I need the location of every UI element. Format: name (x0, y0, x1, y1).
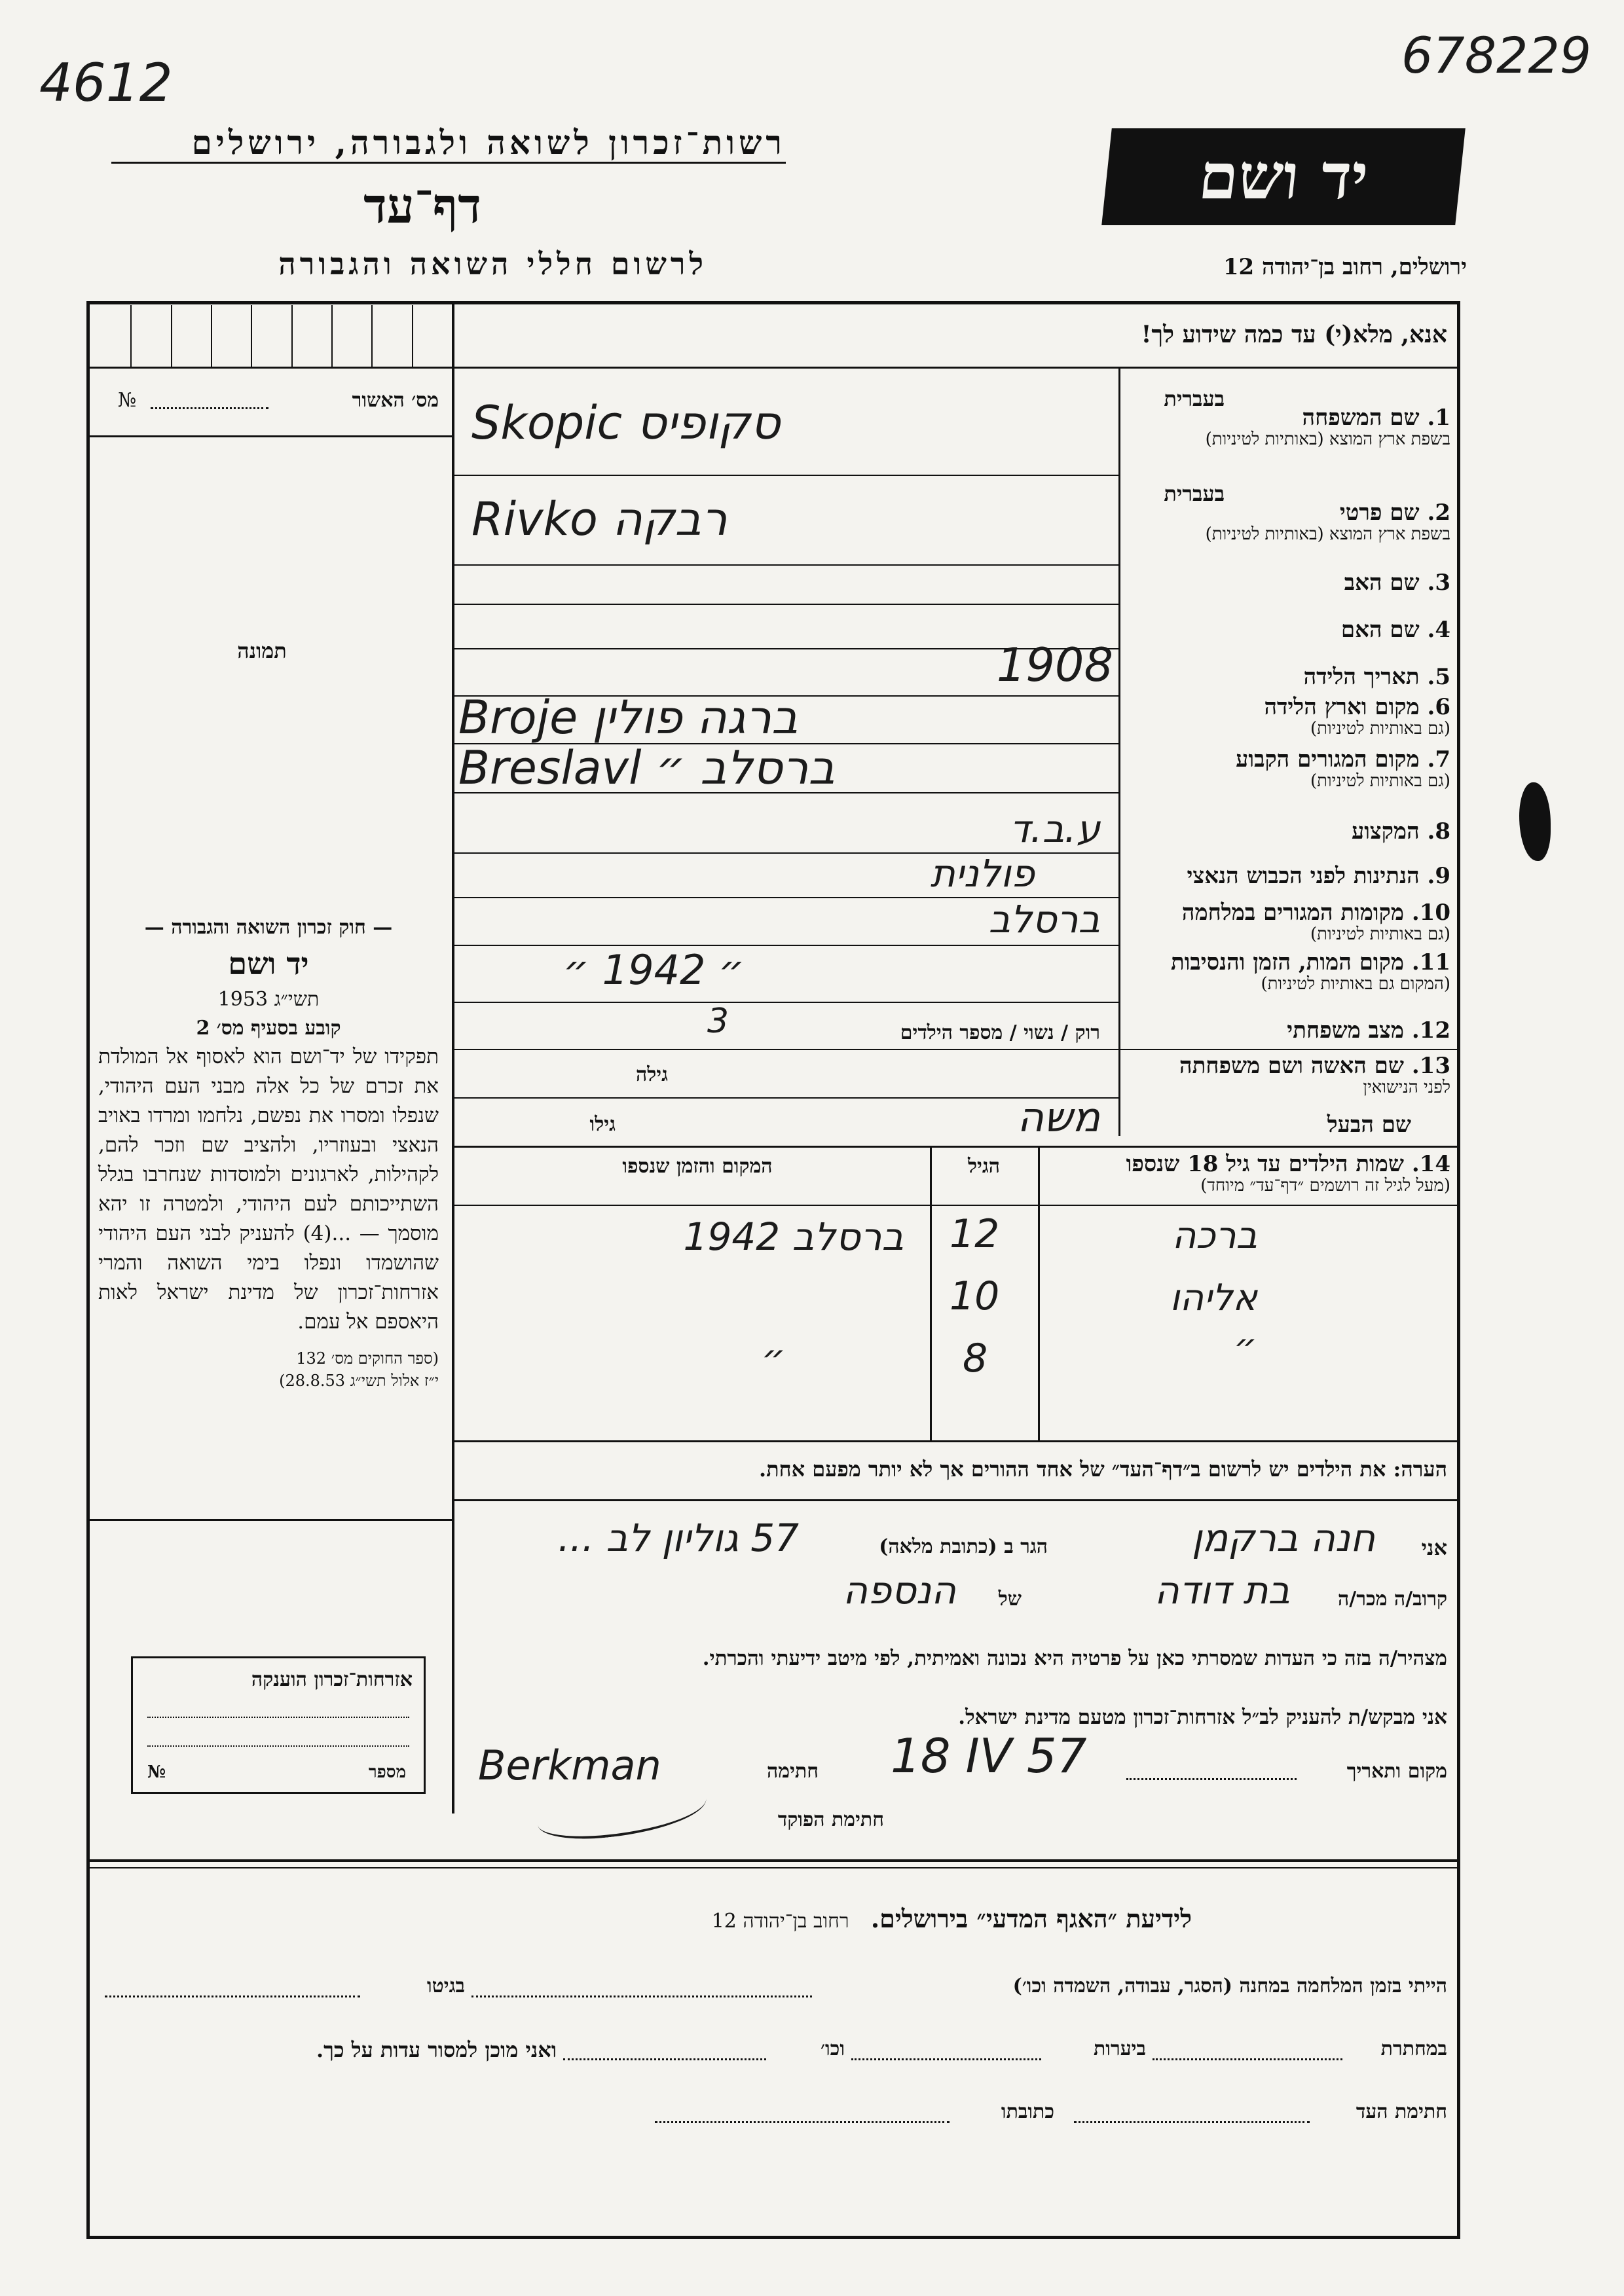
field-title: שם האם (1340, 617, 1420, 643)
citizenship-number-sign: № (147, 1762, 166, 1782)
approval-number-sign: № (118, 389, 137, 412)
field-title: תאריך הלידה (1303, 664, 1420, 690)
place-date-value[interactable]: 18 IV 57 (891, 1728, 1087, 1783)
declarant-resides-label: הגר ב (כתובת מלאה) (879, 1535, 1048, 1558)
value-first-name[interactable]: Rivko רבקה (471, 492, 728, 546)
footer-heading (458, 1904, 1192, 1934)
of-label: של (998, 1588, 1022, 1611)
footer-dotline-4 (851, 2058, 1041, 2060)
citizenship-title: אזרחות־זכרון הוענקה (251, 1668, 413, 1691)
field-label-7 (1123, 748, 1450, 791)
law-box (98, 913, 439, 1393)
value-husband[interactable]: משה (1017, 1093, 1100, 1141)
margin-note-right: 678229 (1401, 26, 1592, 84)
field-title: המקצוע (1351, 818, 1420, 845)
lang-label-hebrew: בעברית (1164, 386, 1225, 411)
field-label-6 (1123, 695, 1450, 738)
wife-age-label: גילה (635, 1063, 668, 1086)
value-birth-date[interactable]: 1908 (996, 638, 1113, 692)
ink-blot (1519, 782, 1551, 861)
margin-note-left: 4612 (39, 52, 173, 113)
org-line: רשות־זכרון לשואה ולגבורה, ירושלים (111, 123, 786, 164)
field-num: 12. (1411, 1017, 1450, 1044)
of-value[interactable]: הנספה (843, 1568, 956, 1613)
value-nationality[interactable]: פולנית (930, 851, 1035, 896)
field-num: 13. (1411, 1053, 1450, 1079)
photo-label: תמונה (237, 638, 287, 663)
field-label-2 (1123, 501, 1450, 544)
footer-dotline-5 (563, 2058, 766, 2060)
footer-underground-label: במחתרת (1380, 2037, 1447, 2060)
footer-dotline-1 (471, 1995, 812, 1997)
value-birth-place[interactable]: Broje ברגה פולין (458, 691, 798, 744)
children-place-header: המקום והזמן שנספו (622, 1155, 773, 1178)
children-age-header: הגיל (967, 1155, 1001, 1178)
header-address: ירושלים, רחוב בן־יהודה 12 (1223, 254, 1467, 280)
value-surname[interactable]: Skopic סקופיס (471, 396, 781, 450)
field-num: 6. (1427, 694, 1450, 720)
field-sub: (גם באותיות לטיניות) (1310, 719, 1450, 739)
relation-label: קרוב/ה מכר/ה (1338, 1588, 1447, 1611)
field-num: 4. (1427, 617, 1450, 643)
footer-etc-label: וכו׳ (821, 2037, 845, 2060)
children-subtitle: (מעל לגיל זה רושמים ״דף־עד״ מיוחד) (1200, 1176, 1450, 1196)
form-title: דף־עד (363, 178, 481, 234)
law-citation-1: (ספר החוקים מס׳ 132 (296, 1349, 439, 1368)
logo-text: יד ושם (1195, 139, 1372, 213)
footer-dotline-7 (655, 2121, 950, 2123)
field-num: 7. (1427, 746, 1450, 773)
footer-testimony-label: ואני מוכן למסור עדות על כך. (316, 2037, 557, 2062)
footer-camp-label: הייתי בזמן המלחמה במחנה (הסגר, עבודה, השמדה וכו׳) (1012, 1975, 1447, 1997)
fill-instruction: אנא, מלא(י) עד כמה שידוע לך! (1141, 321, 1447, 348)
field-sub: (המקום גם באותיות לטיניות) (1261, 974, 1450, 994)
field-label-11 (1123, 951, 1450, 994)
field-num: 14. (1411, 1151, 1450, 1177)
request-text: אני מבקש/ת להעניק לב״ל אזרחות־זכרון מטעם מדינת ישראל. (958, 1705, 1447, 1729)
marital-options: רוק / נשוי / מספר הילדים (900, 1021, 1100, 1044)
field-title: שם האשה ושם משפחתה (1179, 1053, 1404, 1079)
relation-value[interactable]: בת דודה (1154, 1568, 1290, 1613)
field-sub: (גם באותיות לטיניות) (1310, 924, 1450, 945)
value-residence[interactable]: Breslavl ברסלב ״ (458, 741, 835, 795)
field-label-4 (1123, 618, 1450, 642)
footer-dotline-2 (105, 1995, 360, 1997)
field-num: 9. (1427, 863, 1450, 889)
field-num: 1. (1427, 405, 1450, 431)
officer-label: חתימת הפוקד (777, 1808, 884, 1831)
declarant-address[interactable]: 57 גוליון לב ... (557, 1516, 799, 1560)
field-title: מקום וארץ הלידה (1264, 694, 1420, 720)
field-label-5 (1123, 665, 1450, 689)
footer-witness-signature-label: חתימת העד (1356, 2100, 1447, 2123)
value-profession[interactable]: ע.ב.ד (1009, 807, 1100, 851)
field-sub: בשפת ארץ המוצא (באותיות לטיניות) (1205, 429, 1450, 450)
field-num: 10. (1411, 900, 1450, 926)
field-sub: (גם באותיות לטיניות) (1310, 771, 1450, 792)
field-title: שם האב (1344, 570, 1420, 596)
footer-heading-text: לידיעת ״האגף המדעי״ בירושלים. (870, 1904, 1192, 1933)
field-num: 8. (1427, 818, 1450, 845)
field-title: מצב משפחתי (1287, 1017, 1404, 1044)
signature[interactable]: Berkman (478, 1741, 661, 1789)
declarant-name[interactable]: חנה ברקמן (1191, 1516, 1375, 1560)
approval-dotline (151, 407, 268, 409)
footer-dotline-3 (1153, 2058, 1342, 2060)
law-citation-2: י״ז אלול תשי״ג 28.8.53) (279, 1372, 439, 1391)
children-title-text: שמות הילדים עד גיל 18 שנספו (1126, 1151, 1404, 1177)
law-year: תשי״ג 1953 (217, 988, 320, 1011)
approval-label: מס׳ האשור (352, 389, 439, 412)
field-label-10 (1123, 901, 1450, 944)
field-num: 2. (1427, 500, 1450, 526)
field-title: מקום המות, הזמן והנסיבות (1170, 949, 1404, 975)
form-subtitle: לרשום חללי השואה והגבורה (278, 246, 707, 282)
field-label-8 (1123, 820, 1450, 844)
child-name-1[interactable]: ברכה (1172, 1214, 1257, 1257)
field-title: מקום המגורים הקבוע (1236, 746, 1420, 773)
field-num: 11. (1411, 949, 1450, 975)
field-sub: לפני הנישואין (1363, 1078, 1450, 1098)
citizenship-dotline-2 (147, 1745, 409, 1747)
child-place-1[interactable]: ברסלב 1942 (683, 1214, 904, 1259)
husband-age-label: גילו (589, 1113, 616, 1136)
child-place-3[interactable]: ״ (761, 1336, 786, 1380)
husband-label: שם הבעל (1327, 1112, 1411, 1138)
child-name-2[interactable]: אליהו (1170, 1277, 1257, 1319)
declaration-text: מצהיר/ה בזה כי העדות שמסרתי כאן על פרטיה היא נכונה ואמיתית, לפי מיטב ידיעתי והכרתי. (702, 1647, 1447, 1670)
footer-forests-label: ביערות (1093, 2037, 1146, 2060)
field-title: שם המשפחה (1302, 405, 1420, 431)
children-count[interactable]: 3 (707, 1002, 729, 1041)
footer-dotline-6 (1074, 2121, 1310, 2123)
field-sub: בשפת ארץ המוצא (באותיות לטיניות) (1205, 524, 1450, 545)
field-num: 5. (1427, 664, 1450, 690)
children-title (1044, 1152, 1450, 1195)
footer-heading-address: רחוב בן־יהודה 12 (711, 1910, 849, 1933)
citizenship-dotline-1 (147, 1717, 409, 1718)
place-date-label: מקום ותאריך (1346, 1760, 1447, 1783)
field-label-13 (1123, 1054, 1450, 1097)
citizenship-number-label: מספר (368, 1762, 406, 1782)
child-age-1[interactable]: 12 (950, 1211, 1000, 1257)
footer-ghetto-label: בגיטו (426, 1975, 465, 1997)
value-death-place[interactable]: ״ 1942 ״ (563, 946, 745, 994)
declarant-i-label: אני (1421, 1535, 1447, 1560)
footer-address-label: כתובתו (1001, 2100, 1054, 2123)
value-wartime-residence[interactable]: ברסלב (988, 897, 1100, 941)
field-label-12 (1123, 1019, 1450, 1043)
place-date-dotline (1126, 1778, 1297, 1780)
signature-label: חתימה (767, 1760, 819, 1783)
field-title: הנתינות לפני הכבוש הנאצי (1187, 863, 1420, 889)
tally-boxes (92, 305, 452, 367)
child-age-3[interactable]: 8 (963, 1336, 988, 1381)
field-num: 3. (1427, 570, 1450, 596)
note: הערה: את הילדים יש לרשום ב״דף־העד״ של אחד ההורים אך לא יותר מפעם אחת. (758, 1457, 1447, 1482)
law-title: — חוק זכרון השואה והגבורה — (144, 916, 393, 939)
child-name-3[interactable]: ״ (1233, 1326, 1257, 1368)
field-title: מקומות המגורים במלחמה (1181, 900, 1404, 926)
law-name: יד ושם (228, 945, 309, 981)
law-section: קובע בסעיף מס׳ 2 (196, 1016, 341, 1040)
lang-label-hebrew-2: בעברית (1164, 481, 1225, 506)
logo (1101, 128, 1466, 225)
child-age-2[interactable]: 10 (950, 1273, 1000, 1319)
field-title: שם פרטי (1339, 500, 1420, 526)
field-label-3 (1123, 571, 1450, 595)
field-label-1 (1123, 406, 1450, 449)
law-body: תפקידו של יד־ושם הוא לאסוף אל המולדת את זכרם של כל אלה מבני העם היהודי, שנפלו ומסרו את נפשם, נלחמו ומרדו באויב הנאצי ובעוזריו, ולהציב שם וזכר להם, לקהילות, לארגונים ולמוסדות שנחרבו בגלל השתייכותם לעם היהודי, ולמטרה זו יהא מוסמך — ...(4) להעניק לבני העם היהודי שהושמדו ונפלו בימי השואה והמרי אזרחות־זכרון של מדינת ישראל לאות היאספם אל עמם. (98, 1045, 439, 1334)
field-label-9 (1123, 864, 1450, 888)
